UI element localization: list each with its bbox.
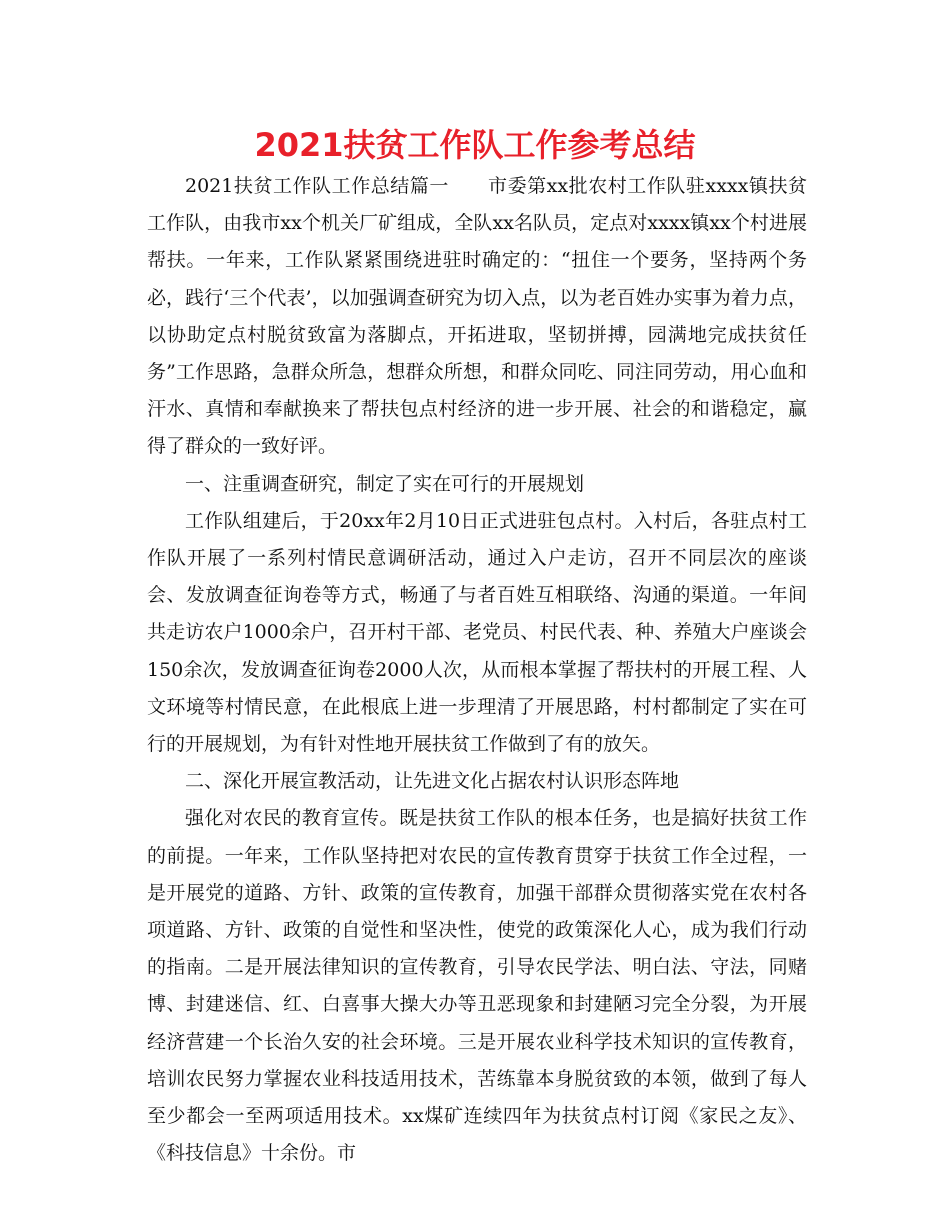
- section-heading-2: 二、深化开展宣教活动，让先进文化占据农村认识形态阵地: [185, 770, 680, 793]
- section-paragraph-1: 工作队组建后，于20xx年2月10日正式进驻包点村。入村后，各驻点村工作队开展了一系列村情民意调研活动，通过入户走访，召开不同层次的座谈会、发放调查征询卷等方式，畅通了与者百姓互相联络、沟通的渠道。一年间共走访农户1000余户，召开村干部、老党员、村民代表、种、养殖大户座谈会150余次，发放调查征询卷2000人次，从而根本掌握了帮扶村的开展工程、人文环境等村情民意，在此根底上进一步理清了开展思路，村村都制定了实在可行的开展规划，为有针对性地开展扶贫工作做到了有的放矢。: [147, 509, 807, 756]
- section-heading-1: 一、注重调查研究，制定了实在可行的开展规划: [185, 472, 585, 495]
- document-body: [147, 168, 807, 1172]
- intro-paragraph: 2021扶贫工作队工作总结篇一 市委第xx批农村工作队驻xxxx镇扶贫工作队，由我市xx个机关厂矿组成，全队xx名队员，定点对xxxx镇xx个村进展帮扶。一年来，工作队紧紧围绕进驻时确定的：“扭住一个要务，坚持两个务必，践行‘三个代表’，以加强调查研究为切入点，以为老百姓办实事为着力点，以协助定点村脱贫致富为落脚点，开拓进取，坚韧拼搏，园满地完成扶贫任务”工作思路，急群众所急，想群众所想，和群众同吃、同注同劳动，用心血和汗水、真情和奉献换来了帮扶包点村经济的进一步开展、社会的和谐稳定，赢得了群众的一致好评。: [147, 175, 807, 458]
- document-title: 2021扶贫工作队工作参考总结: [254, 126, 696, 164]
- section-paragraph-2: 强化对农民的教育宣传。既是扶贫工作队的根本任务，也是搞好扶贫工作的前提。一年来，工作队坚持把对农民的宣传教育贯穿于扶贫工作全过程，一是开展党的道路、方针、政策的宣传教育，加强干部群众贯彻落实党在农村各项道路、方针、政策的自觉性和坚决性，使党的政策深化人心，成为我们行动的指南。二是开展法律知识的宣传教育，引导农民学法、明白法、守法，同赌博、封建迷信、红、白喜事大操大办等丑恶现象和封建陋习完全分裂，为开展经济营建一个长治久安的社会环境。三是开展农业科学技术知识的宣传教育，培训农民努力掌握农业科技适用技术，苦练靠本身脱贫致的本领，做到了每人至少都会一至两项适用技术。xx煤矿连续四年为扶贫点村订阅《家民之友》、《科技信息》十余份。市: [147, 807, 807, 1165]
